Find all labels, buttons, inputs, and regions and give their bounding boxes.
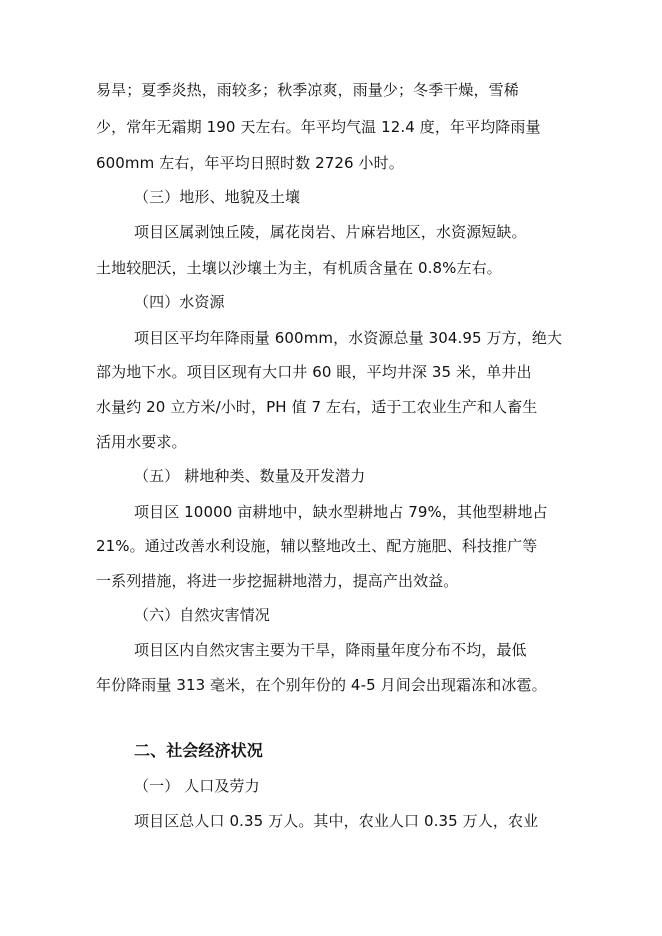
section-heading-water: （四）水资源 xyxy=(134,293,225,311)
paragraph-disasters-line-2: 年份降雨量 313 毫米，在个别年份的 4-5 月间会出现霜冻和冰雹。 xyxy=(96,676,547,694)
paragraph-water-line-1: 项目区平均年降雨量 600mm，水资源总量 304.95 万方，绝大 xyxy=(134,329,563,347)
paragraph-climate-line-2: 少，常年无霜期 190 天左右。年平均气温 12.4 度，年平均降雨量 xyxy=(96,118,541,136)
paragraph-climate-line-1: 易旱；夏季炎热，雨较多；秋季凉爽，雨量少；冬季干燥，雪稀 xyxy=(96,81,519,99)
paragraph-water-line-3: 水量约 20 立方米/小时，PH 值 7 左右，适于工农业生产和人畜生 xyxy=(96,398,538,416)
chapter-heading-socioeconomic: 二、社会经济状况 xyxy=(134,741,263,760)
section-heading-population: （一） 人口及劳力 xyxy=(134,777,260,795)
paragraph-climate-line-3: 600mm 左右，年平均日照时数 2726 小时。 xyxy=(96,154,404,172)
paragraph-farmland-line-2: 21%。通过改善水利设施，辅以整地改土、配方施肥、科技推广等 xyxy=(96,537,538,555)
paragraph-water-line-2: 部为地下水。项目区现有大口井 60 眼，平均井深 35 米，单井出 xyxy=(96,363,532,381)
paragraph-population-line-1: 项目区总人口 0.35 万人。其中，农业人口 0.35 万人，农业 xyxy=(134,812,539,830)
section-heading-terrain: （三）地形、地貌及土壤 xyxy=(134,188,301,206)
paragraph-farmland-line-3: 一系列措施，将进一步挖掘耕地潜力，提高产出效益。 xyxy=(96,572,459,590)
paragraph-disasters-line-1: 项目区内自然灾害主要为干旱，降雨量年度分布不均，最低 xyxy=(134,641,527,659)
paragraph-terrain-line-1: 项目区属剥蚀丘陵，属花岗岩、片麻岩地区，水资源短缺。 xyxy=(134,223,527,241)
paragraph-water-line-4: 活用水要求。 xyxy=(96,433,187,451)
section-heading-disasters: （六）自然灾害情况 xyxy=(134,606,270,624)
paragraph-farmland-line-1: 项目区 10000 亩耕地中，缺水型耕地占 79%，其他型耕地占 xyxy=(134,503,548,521)
section-heading-farmland: （五） 耕地种类、数量及开发潜力 xyxy=(134,467,366,485)
paragraph-terrain-line-2: 土地较肥沃，土壤以沙壤土为主，有机质含量在 0.8%左右。 xyxy=(96,259,502,277)
